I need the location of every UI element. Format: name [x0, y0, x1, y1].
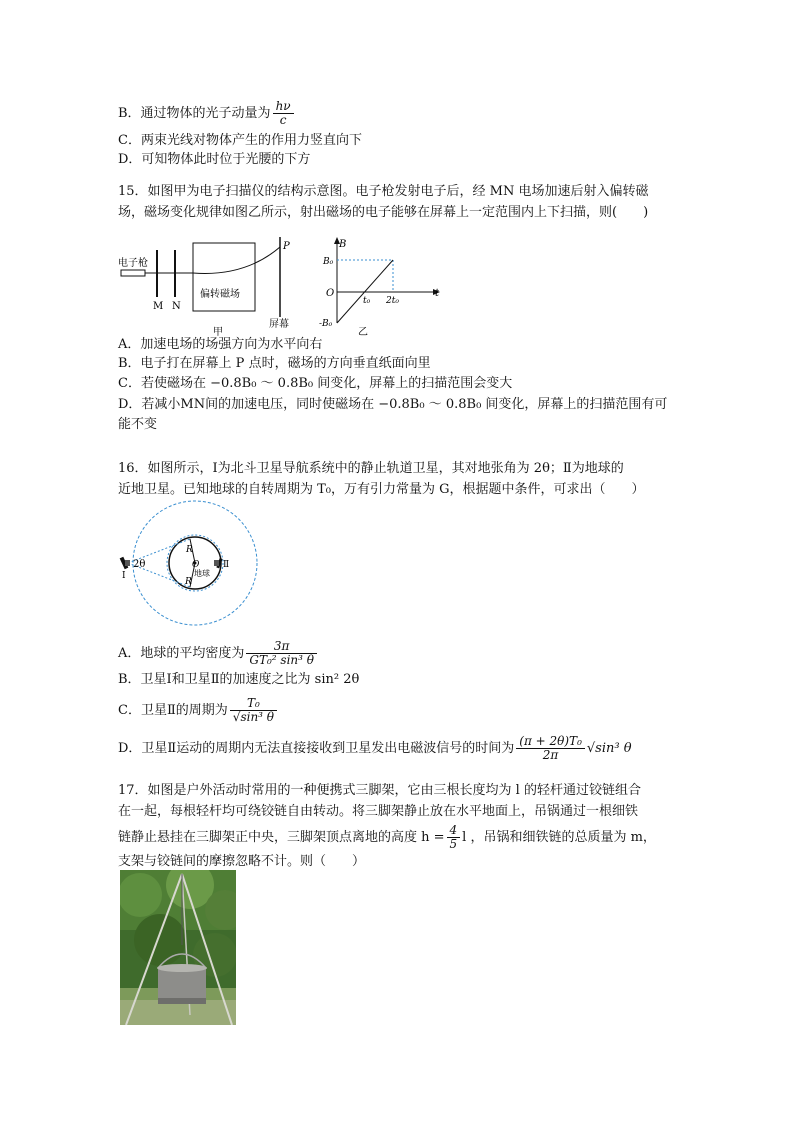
fraction — [447, 824, 461, 851]
q15-option-b: B．电子打在屏幕上 P 点时，磁场的方向垂直纸面向里 — [118, 356, 431, 371]
figure-jia-label: 甲 — [213, 327, 223, 338]
t0-label: t₀ — [363, 296, 371, 306]
satellite-i-label: Ⅰ — [122, 571, 126, 581]
option-text: A．地球的平均密度为 — [118, 646, 245, 661]
fraction — [230, 697, 277, 724]
stem-text: 链静止悬挂在三脚架正中央，三脚架顶点离地的高度 h = — [118, 830, 445, 845]
radius-label-lower: R — [185, 577, 192, 587]
center-label: O — [192, 560, 200, 570]
fraction — [516, 735, 585, 762]
denominator: GT₀² sin³ θ — [249, 653, 314, 667]
trajectory — [193, 247, 280, 273]
numerator: (π + 2θ)T₀ — [516, 735, 585, 749]
origin-label: O — [326, 288, 335, 299]
b-axis-label: B — [339, 239, 347, 250]
q16-option-a — [118, 640, 319, 667]
q15-stem-line1: 15．如图甲为电子扫描仪的结构示意图。电子枪发射电子后，经 MN 电场加速后射入偏转磁 — [118, 184, 649, 199]
denominator: 5 — [449, 837, 458, 851]
point-p-label: P — [283, 241, 290, 252]
option-text: D．卫星Ⅱ运动的周期内无法直接接收到卫星发出电磁波信号的时间为 — [118, 741, 515, 756]
denominator: √sin³ θ — [232, 710, 275, 724]
option-d-prev: D．可知物体此时位于光腰的下方 — [118, 152, 311, 167]
option-c-prev: C．两束光线对物体产生的作用力竖直向下 — [118, 133, 362, 148]
q16-option-c — [118, 697, 279, 724]
q15-option-d-line2: 能不变 — [118, 417, 158, 432]
q16-figure — [112, 500, 272, 630]
2t0-label: 2t₀ — [386, 296, 399, 306]
numerator: 4 — [447, 824, 461, 838]
q15-option-a: A．加速电场的场强方向为水平向右 — [118, 337, 323, 352]
angle-label: 2θ — [133, 559, 146, 570]
fraction — [273, 100, 294, 127]
numerator: T₀ — [230, 697, 277, 711]
figure-yi-label: 乙 — [358, 327, 368, 338]
t-axis-label: t — [435, 288, 440, 299]
option-suffix: √sin³ θ — [586, 741, 632, 756]
option-text: B．通过物体的光子动量为 — [118, 106, 271, 121]
q16-option-d — [118, 735, 632, 762]
q17-stem-line4: 支架与铰链间的摩擦忽略不计。则（ ） — [118, 854, 366, 869]
radius-label-upper: R — [186, 545, 193, 555]
tripod-photo-graphic — [120, 870, 236, 1025]
q16-stem-line1: 16．如图所示，Ⅰ为北斗卫星导航系统中的静止轨道卫星，其对地张角为 2θ；Ⅱ为地球的 — [118, 461, 624, 476]
electron-gun — [121, 270, 145, 276]
q17-stem-line1: 17．如图是户外活动时常用的一种便携式三脚架，它由三根长度均为 l 的轻杆通过铰链组合 — [118, 783, 641, 798]
denominator: c — [279, 113, 287, 127]
numerator: hν — [273, 100, 294, 114]
b0-label: B₀ — [323, 257, 334, 267]
electron-gun-label: 电子枪 — [118, 258, 148, 269]
earth-label: 地球 — [194, 569, 210, 578]
satellite-ii-label: Ⅱ — [223, 560, 230, 570]
stem-text: l ，吊锅和细铁链的总质量为 m， — [462, 830, 656, 845]
plate-n-label: N — [172, 301, 181, 312]
option-b-prev — [118, 100, 296, 127]
q15-option-c: C．若使磁场在 −0.8B₀ ～ 0.8B₀ 间变化，屏幕上的扫描范围会变大 — [118, 376, 513, 391]
q17-stem-line3 — [118, 824, 656, 851]
tripod-photo — [120, 870, 236, 1025]
fraction — [246, 640, 317, 667]
numerator: 3π — [246, 640, 317, 654]
q17-stem-line2: 在一起，每根轻杆均可绕铰链自由转动。将三脚架静止放在水平地面上，吊锅通过一根细铁 — [118, 804, 639, 819]
q15-option-d-line1: D．若减小MN间的加速电压，同时使磁场在 −0.8B₀ ～ 0.8B₀ 间变化，屏幕上的扫描范围有可 — [118, 397, 668, 412]
q15-stem-line2: 场，磁场变化规律如图乙所示，射出磁场的电子能够在屏幕上一定范围内上下扫描，则( ) — [118, 205, 649, 220]
satellite-i-icon — [120, 557, 130, 570]
plate-m-label: M — [153, 301, 164, 312]
screen-label: 屏幕 — [269, 319, 289, 330]
q16-option-b: B．卫星Ⅰ和卫星Ⅱ的加速度之比为 sin² 2θ — [118, 672, 360, 687]
denominator: 2π — [542, 748, 559, 762]
field-label: 偏转磁场 — [200, 289, 240, 300]
option-text: C．卫星Ⅱ的周期为 — [118, 703, 228, 718]
neg-b0-label: -B₀ — [319, 319, 333, 329]
q15-figure — [115, 235, 455, 345]
q16-stem-line2: 近地卫星。已知地球的自转周期为 T₀，万有引力常量为 G，根据题中条件，可求出（ ） — [118, 482, 645, 497]
field-box — [193, 243, 255, 311]
